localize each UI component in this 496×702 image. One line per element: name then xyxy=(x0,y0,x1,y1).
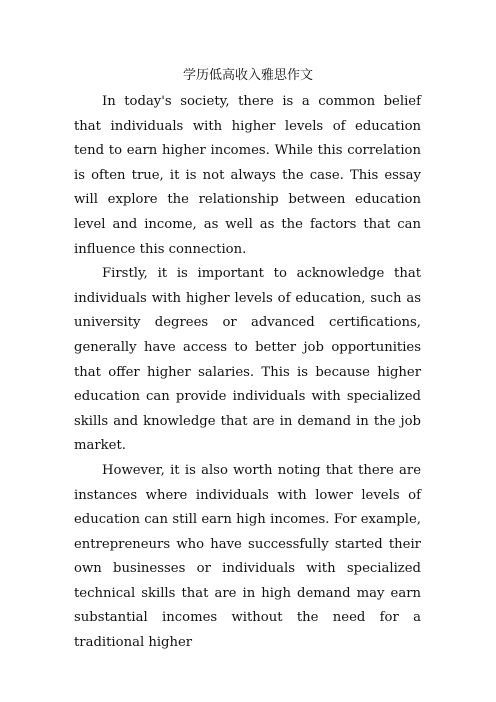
paragraph-1: In today's society, there is a common belief that individuals with higher levels of education tend to earn higher incomes. While this correlation is often true, it is not always the case. This essay will explore the relationship between education level and income, as well as the factors that can influence this connection. xyxy=(74,94,421,257)
paragraph-2: Firstly, it is important to acknowledge that individuals with higher levels of education, such as university degrees or advanced certifications, generally have access to better job opportunities that offer higher salaries. This is because higher education can provide individuals with specialized skills and knowledge that are in demand in the job market. xyxy=(74,266,421,454)
paragraph-3: However, it is also worth noting that there are instances where individuals with lower levels of education can still earn high incomes. For example, entrepreneurs who have successfully started their own businesses or individuals with specialized technical skills that are in high demand may earn substantial incomes without the need for a traditional higher xyxy=(74,462,421,651)
document-title: 学历低高收入雅思作文 xyxy=(182,68,313,83)
document-body xyxy=(74,90,421,656)
